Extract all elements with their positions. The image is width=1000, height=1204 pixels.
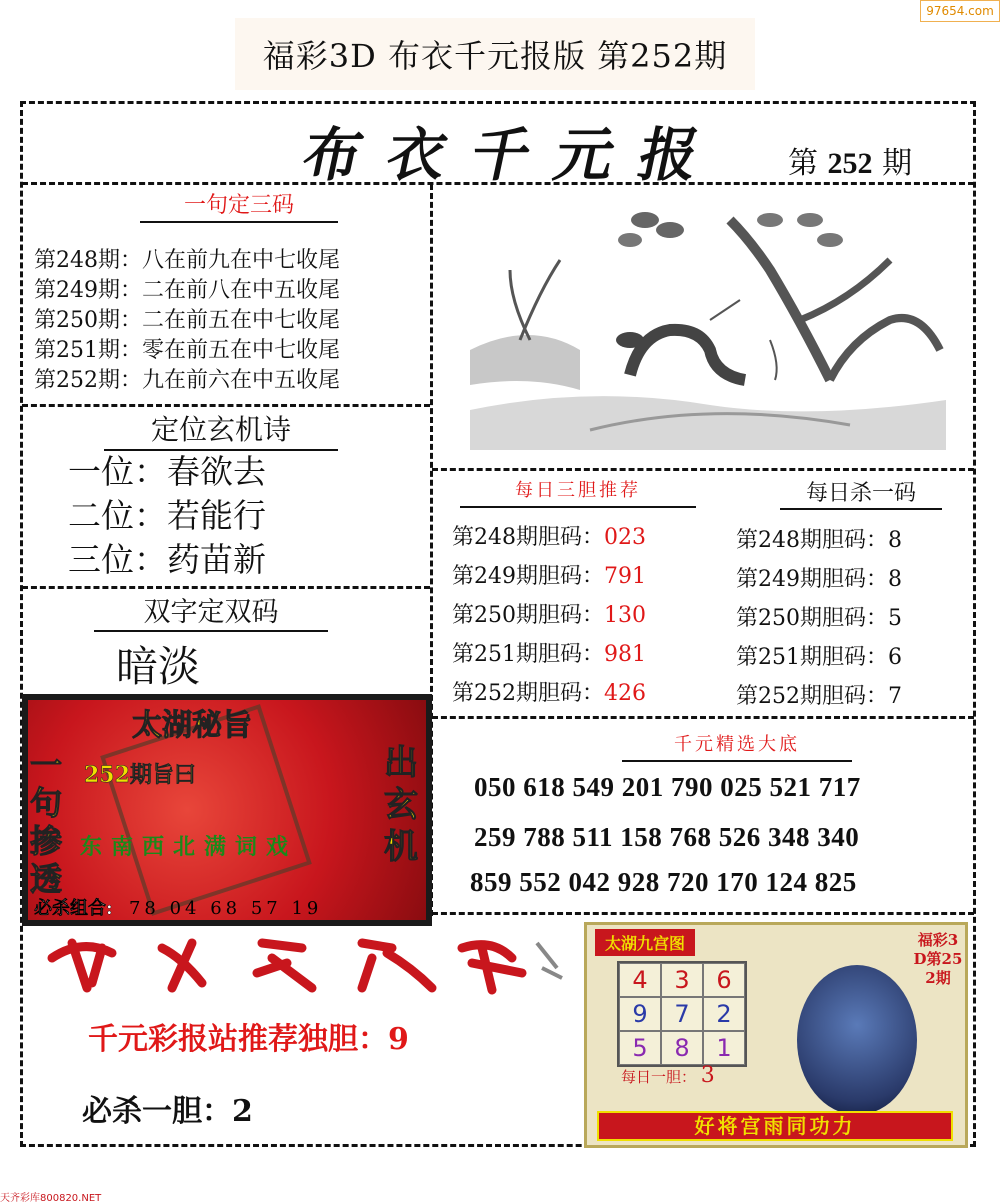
sandan-row: 第249期胆码：791	[452, 564, 646, 589]
page-title: 福彩3D 布衣千元报版 第252期	[235, 18, 755, 90]
sandan-value: 981	[604, 642, 646, 667]
sandan-value: 130	[604, 603, 646, 628]
shayima-row: 第250期胆码：5	[736, 606, 902, 631]
shayima-row: 第251期胆码：6	[736, 645, 902, 670]
yiju-line: 第251期：零在前五在中七收尾	[34, 338, 340, 363]
issue-suffix: 期	[882, 146, 913, 181]
ninegrid-footer: 好将宫雨同功力	[597, 1111, 953, 1141]
sandan-title: 每日三胆推荐	[460, 476, 696, 508]
yiju-line: 第250期：二在前五在中七收尾	[34, 308, 340, 333]
taihu-title: 太湖秘旨	[132, 708, 252, 743]
taihu-right: 出玄机	[384, 743, 418, 867]
dadi-line: 859 552 042 928 720 170 124 825	[470, 867, 857, 897]
divider-sandan	[432, 716, 974, 719]
taihu-left: 一句掺透	[30, 746, 63, 898]
dadi-title: 千元精选大底	[622, 730, 852, 762]
grid-cell: 4	[619, 963, 661, 997]
poem-line: 二位：若能行	[68, 496, 266, 535]
issue-label	[788, 138, 912, 182]
divider-poem	[22, 586, 430, 589]
sandan-row: 第251期胆码：981	[452, 642, 646, 667]
yiju-list	[34, 246, 340, 396]
ninegrid-daily-label: 每日一胆：	[621, 1068, 697, 1086]
taihu-phrase: 东南西北满词戏	[80, 834, 298, 860]
divider-illustration	[432, 468, 974, 471]
shayima-title: 每日杀一码	[780, 476, 942, 510]
grid-cell: 6	[703, 963, 745, 997]
grid-cell: 3	[661, 963, 703, 997]
grid-cell: 7	[661, 997, 703, 1031]
site-watermark[interactable]: 97654.com	[920, 0, 1000, 22]
sandan-row: 第250期胆码：130	[452, 603, 646, 628]
grid-cell: 2	[703, 997, 745, 1031]
grid-cell: 5	[619, 1031, 661, 1065]
taihu-issue: 252期旨曰	[84, 762, 196, 788]
sandan-value: 426	[604, 681, 646, 706]
snake-illustration	[470, 200, 946, 450]
number-grid	[617, 961, 747, 1067]
shuangzi-title: 双字定双码	[94, 590, 328, 632]
sandan-row: 第252期胆码：426	[452, 681, 646, 706]
yiju-line: 第248期：八在前九在中七收尾	[34, 248, 340, 273]
taihu-kill	[34, 894, 322, 920]
issue-prefix: 第	[788, 146, 818, 181]
shayima-row: 第252期胆码：7	[736, 684, 902, 709]
dadi-line: 050 618 549 201 790 025 521 717	[474, 772, 861, 802]
bisha-text: 必杀一胆：2	[82, 1094, 253, 1129]
shayima-row: 第249期胆码：8	[736, 567, 902, 592]
grid-cell: 8	[661, 1031, 703, 1065]
ninegrid-side-label: 福彩3D第252期	[913, 931, 963, 987]
shuangzi-value: 暗淡	[116, 642, 201, 691]
ninegrid-daily-value: 3	[700, 1063, 715, 1088]
calligraphy-art	[42, 928, 570, 998]
dudan-text: 千元彩报站推荐独胆：9	[88, 1022, 409, 1057]
footer-site[interactable]: 天齐彩库800820.NET	[0, 1193, 102, 1204]
ninegrid-figure	[797, 965, 917, 1115]
ninegrid-title: 太湖九宫图	[595, 929, 695, 956]
dadi-line: 259 788 511 158 768 526 348 340	[474, 822, 860, 852]
poem-list	[68, 450, 266, 582]
sandan-value: 791	[604, 564, 646, 589]
shayima-list	[736, 521, 902, 716]
taihu-kill-label: 必杀组合:	[34, 898, 113, 919]
grid-cell: 1	[703, 1031, 745, 1065]
grid-cell: 9	[619, 997, 661, 1031]
taihu-kill-values: 78 04 68 57 19	[128, 898, 323, 919]
ninegrid-image	[584, 922, 968, 1148]
divider-dadi	[432, 912, 974, 915]
sandan-row: 第248期胆码：023	[452, 525, 646, 550]
banner-title: 布衣千元报	[296, 121, 732, 189]
yiju-title: 一句定三码	[140, 188, 338, 223]
taihu-image	[22, 694, 432, 926]
divider-banner	[22, 182, 974, 185]
yiju-line: 第252期：九在前六在中五收尾	[34, 368, 340, 393]
shayima-row: 第248期胆码：8	[736, 528, 902, 553]
issue-number: 252	[827, 147, 873, 180]
poem-line: 一位：春欲去	[68, 452, 266, 491]
yiju-line: 第249期：二在前八在中五收尾	[34, 278, 340, 303]
divider-yiju	[22, 404, 430, 407]
poem-line: 三位：药苗新	[68, 540, 266, 579]
ninegrid-daily	[621, 1063, 715, 1088]
sandan-list	[452, 518, 646, 713]
poem-title: 定位玄机诗	[104, 408, 338, 451]
sandan-value: 023	[604, 525, 646, 550]
